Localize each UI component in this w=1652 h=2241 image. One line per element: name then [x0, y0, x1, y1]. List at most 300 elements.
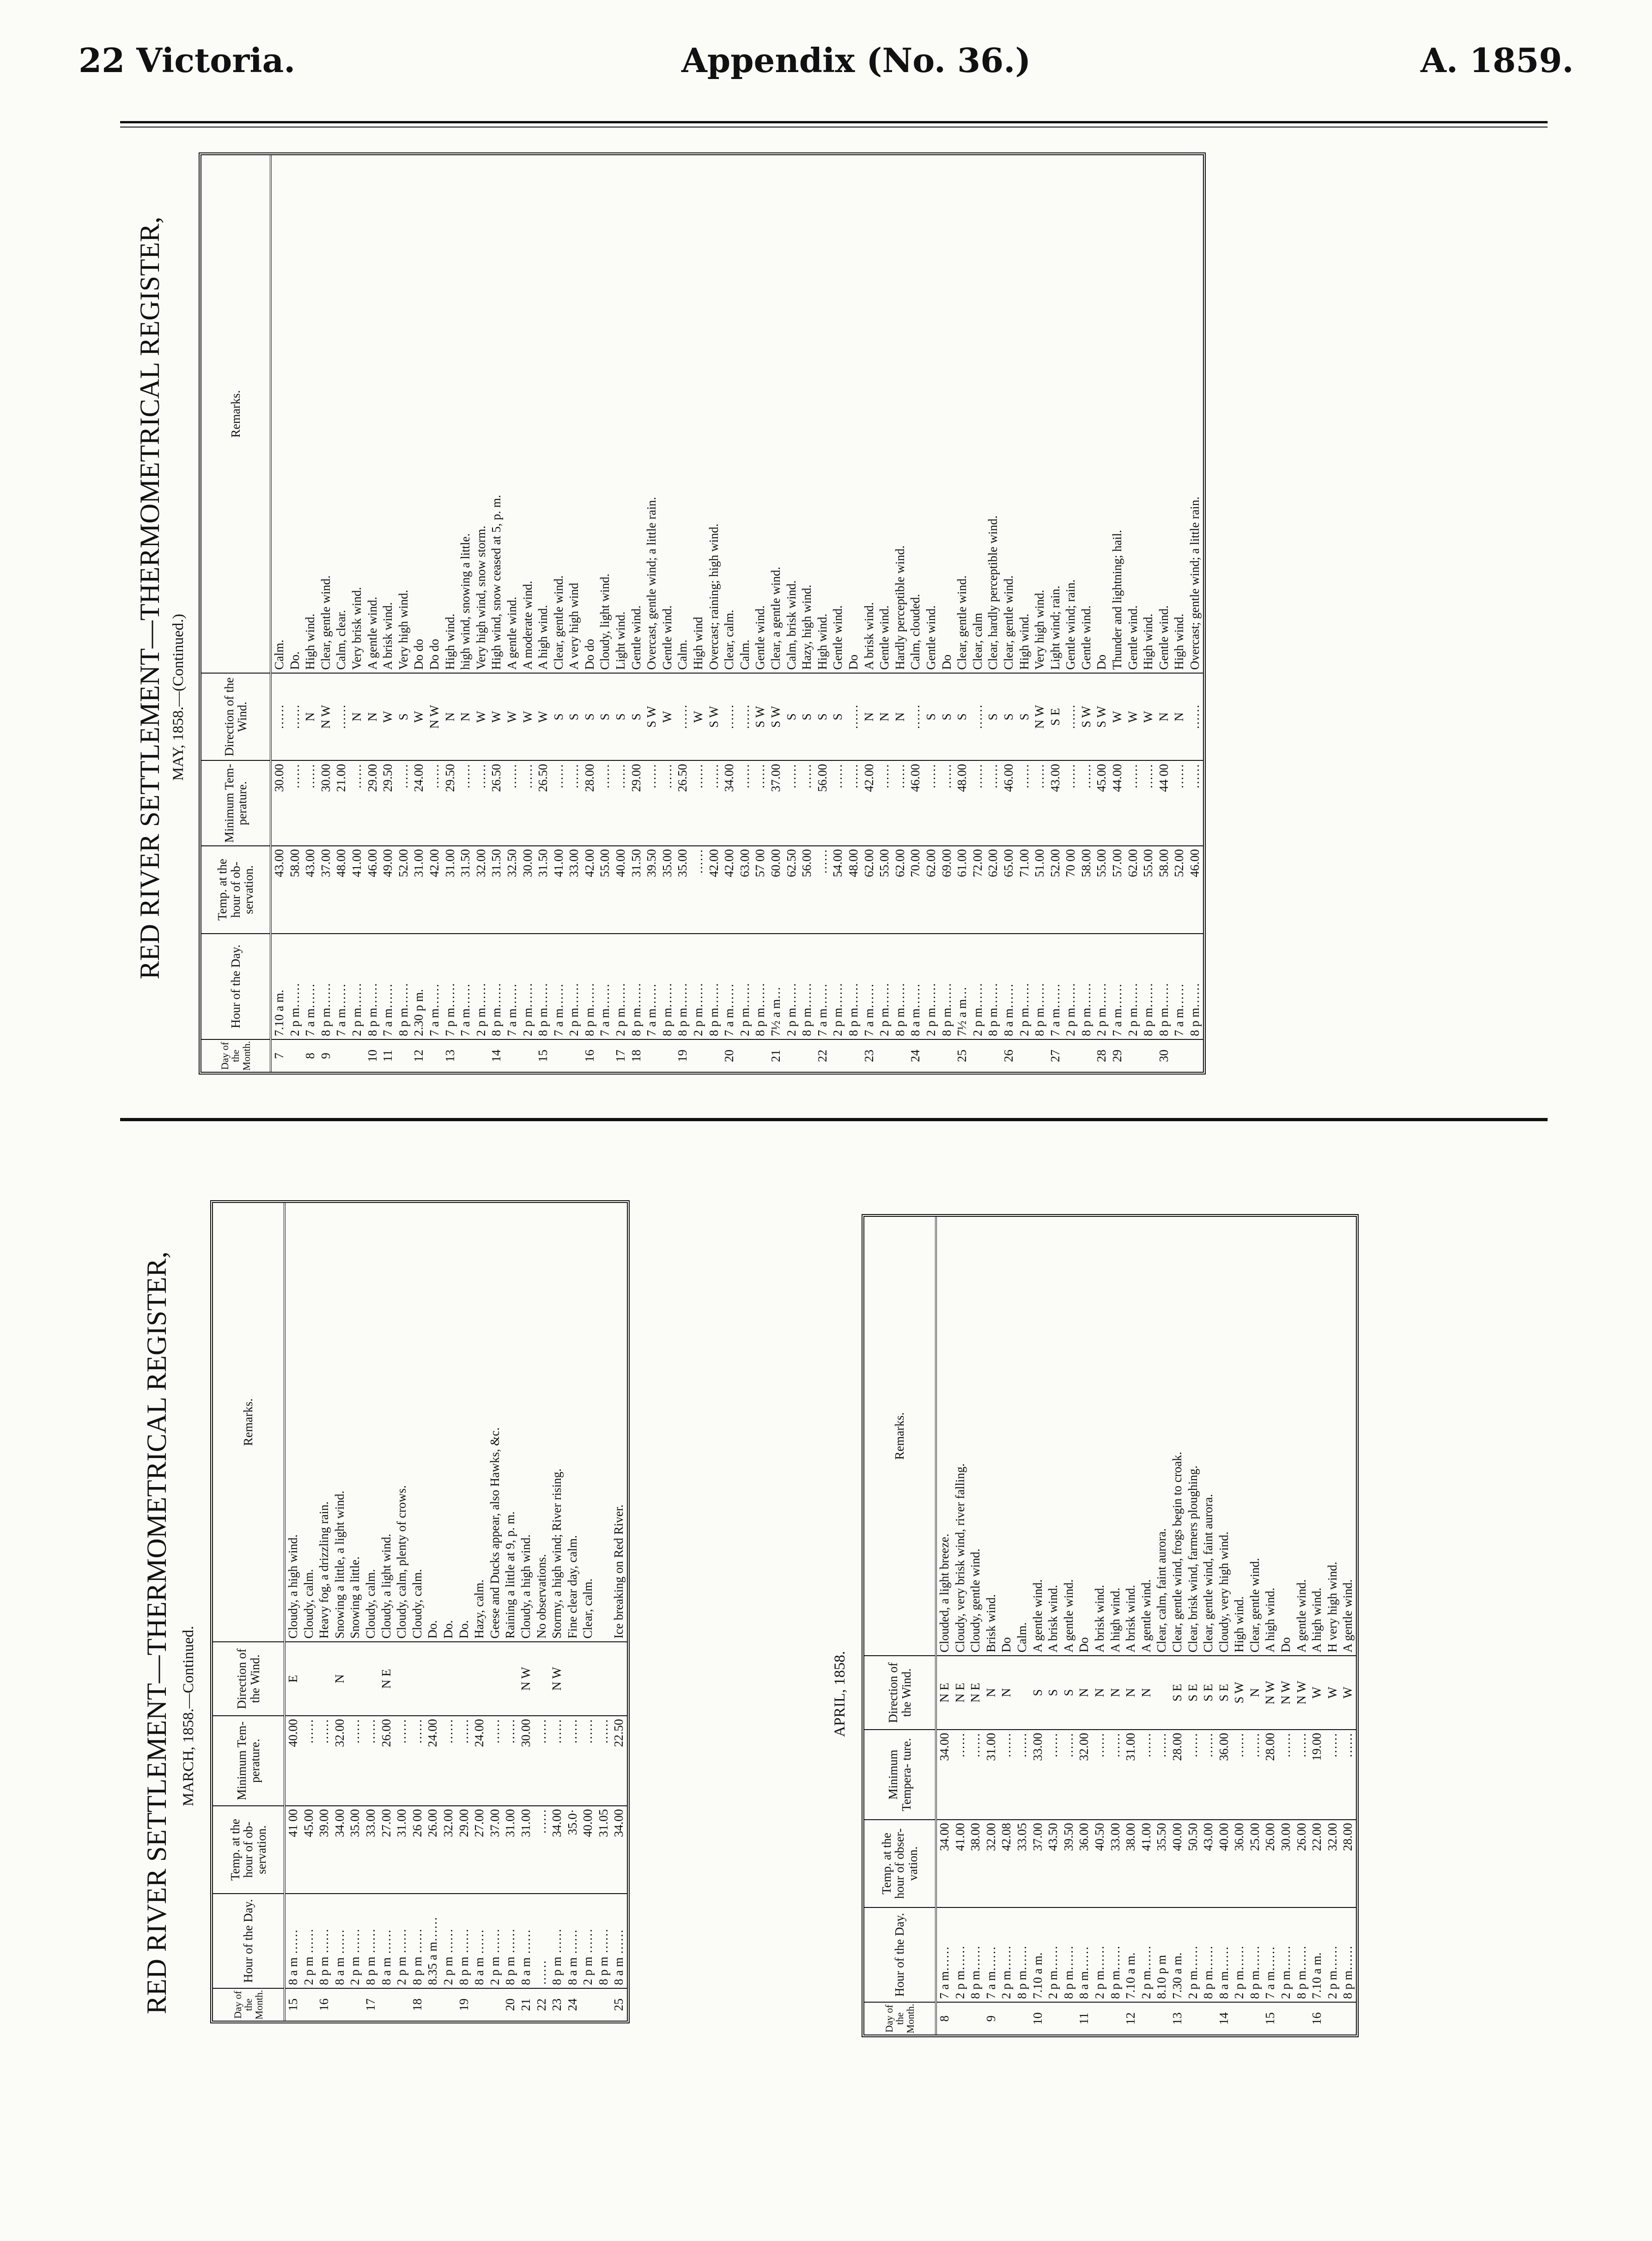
wind-direction-cell: W — [660, 673, 675, 761]
hour-cell: 2 p m…… — [613, 934, 629, 1039]
hour-cell: 2 p m…… — [970, 934, 986, 1039]
day-cell: 20 — [722, 1039, 737, 1072]
min-temp-cell: 44 00 — [1156, 760, 1172, 846]
temp-cell: 32.00 — [474, 846, 489, 934]
hour-cell: 8 p m…… — [629, 934, 644, 1039]
min-temp-cell: …… — [458, 760, 474, 846]
hour-cell: 8 a m …… — [518, 1894, 534, 1988]
remarks-cell: Gentle wind. — [1079, 605, 1093, 670]
day-cell: 18 — [629, 1039, 644, 1072]
remarks-cell: High wind. — [303, 613, 317, 670]
remarks-cell: Brisk wind. — [984, 1594, 998, 1652]
day-cell: 21 — [768, 1039, 784, 1072]
table-row — [1232, 1217, 1247, 2035]
temp-cell: 55.00 — [597, 846, 613, 934]
table-row — [830, 155, 846, 1072]
wind-direction-cell — [441, 1642, 456, 1716]
min-temp-cell: 32.00 — [332, 1716, 348, 1806]
wind-direction-cell: N — [1123, 1656, 1139, 1730]
wind-direction-cell: N W — [1263, 1656, 1278, 1730]
remarks-cell: Very high wind, snow storm. — [474, 525, 488, 670]
min-temp-cell: …… — [939, 760, 955, 846]
temp-cell: 26.00 — [1294, 1820, 1310, 1907]
min-temp-cell: 24.00 — [425, 1716, 441, 1806]
remarks-cell: Clear, calm. — [722, 609, 736, 670]
hour-cell: 8 a m …… — [285, 1894, 301, 1988]
remarks-cell: A gentle wind. — [1341, 1579, 1355, 1652]
table-row — [379, 1203, 395, 2021]
remarks-cell: Do. — [287, 651, 302, 670]
day-cell: 15 — [1263, 2002, 1278, 2035]
min-temp-cell: …… — [1325, 1730, 1341, 1820]
temp-cell: 35.00 — [347, 1806, 363, 1894]
table-row — [877, 155, 893, 1072]
wind-direction-cell: S — [551, 673, 567, 761]
temp-cell: 55.00 — [877, 846, 893, 934]
min-temp-cell: …… — [1294, 1730, 1310, 1820]
day-cell: 25 — [611, 1988, 627, 2021]
remarks-cell — [596, 1203, 612, 1642]
min-temp-cell: …… — [1017, 760, 1032, 846]
wind-direction-cell: N — [1092, 1656, 1108, 1730]
temp-cell: 62.00 — [1125, 846, 1141, 934]
temp-cell: 62.50 — [784, 846, 800, 934]
remarks-cell: Cloudy, calm, plenty of crows. — [395, 1485, 409, 1639]
hour-cell: 8 p m…… — [1108, 1907, 1124, 2002]
table-row — [456, 1203, 472, 2021]
table-row — [1110, 155, 1125, 1072]
temp-cell: 32.00 — [441, 1806, 456, 1894]
temp-cell: 38.00 — [1123, 1820, 1139, 1907]
hour-cell: 2 p m…… — [1185, 1907, 1201, 2002]
min-temp-cell: …… — [580, 1716, 596, 1806]
hour-cell: 8 p m…… — [939, 934, 955, 1039]
day-cell — [830, 1039, 846, 1072]
march-table — [210, 1200, 630, 2023]
remarks-cell: A brisk wind. — [1124, 1585, 1138, 1652]
remarks-cell: Cloudy, very brisk wind, river falling. — [953, 1463, 967, 1652]
min-temp-cell: …… — [753, 760, 768, 846]
day-cell: 23 — [549, 1988, 565, 2021]
table-row — [301, 1203, 317, 2021]
min-temp-cell: …… — [1139, 1730, 1154, 1820]
table-row — [443, 155, 458, 1072]
hour-cell: 2 p m…… — [1325, 1907, 1341, 2002]
remarks-cell: A gentle wind. — [1294, 1579, 1308, 1652]
day-cell — [1014, 2002, 1030, 2035]
col-temp: Temp. at the hour of obser- vation. — [864, 1820, 936, 1907]
table-row — [287, 155, 303, 1072]
wind-direction-cell: N W — [318, 673, 334, 761]
table-row — [1141, 155, 1156, 1072]
temp-cell: 35.50 — [1154, 1820, 1170, 1907]
wind-direction-cell: S — [784, 673, 800, 761]
temp-cell: 32.00 — [984, 1820, 999, 1907]
temp-cell: 48.00 — [846, 846, 862, 934]
temp-cell: …… — [691, 846, 706, 934]
min-temp-cell: …… — [427, 760, 443, 846]
min-temp-cell: …… — [1247, 1730, 1263, 1820]
table-row — [411, 155, 427, 1072]
min-temp-cell: 26.50 — [535, 760, 551, 846]
min-temp-cell: 29.00 — [365, 760, 381, 846]
day-cell — [893, 1039, 908, 1072]
hour-cell: 8.35 a m…… — [425, 1894, 441, 1988]
remarks-cell: Hazy, calm. — [472, 1579, 486, 1639]
temp-cell: 33.00 — [363, 1806, 379, 1894]
temp-cell: 31.00 — [443, 846, 458, 934]
remarks-cell: High wind, snow ceased at 5, p. m. — [489, 495, 504, 670]
remarks-cell: Light wind; rain. — [1048, 585, 1062, 670]
day-cell — [1185, 2002, 1201, 2035]
wind-direction-cell: N E — [936, 1656, 953, 1730]
day-cell — [1079, 1039, 1094, 1072]
temp-cell: 31.00 — [411, 846, 427, 934]
temp-cell: 56.00 — [799, 846, 815, 934]
day-cell: 19 — [456, 1988, 472, 2021]
table-row — [503, 1203, 518, 2021]
day-cell — [472, 1988, 487, 2021]
temp-cell: 39.00 — [316, 1806, 332, 1894]
temp-cell: 65.00 — [1001, 846, 1017, 934]
hour-cell: 8 a m…… — [1076, 1907, 1092, 2002]
min-temp-cell: …… — [441, 1716, 456, 1806]
wind-direction-cell — [565, 1642, 581, 1716]
wind-direction-cell: N W — [1278, 1656, 1294, 1730]
remarks-cell: Gentle wind; rain. — [1063, 579, 1078, 670]
remarks-cell: Do — [1077, 1637, 1091, 1652]
min-temp-cell: …… — [799, 760, 815, 846]
table-row — [644, 155, 660, 1072]
day-cell — [551, 1039, 567, 1072]
hour-cell: 7 a m…… — [427, 934, 443, 1039]
remarks-cell: Cloudy, calm. — [301, 1569, 316, 1639]
day-cell — [597, 1039, 613, 1072]
hour-cell: 7.10 a m. — [271, 934, 287, 1039]
wind-direction-cell: N — [349, 673, 365, 761]
min-temp-cell: 31.00 — [1123, 1730, 1139, 1820]
min-temp-cell: …… — [349, 760, 365, 846]
remarks-cell: Do do — [412, 639, 426, 670]
remarks-cell: High wind. — [815, 613, 829, 670]
march-subtitle: MARCH, 1858.—Continued. — [180, 1626, 197, 1806]
min-temp-cell: …… — [396, 760, 412, 846]
min-temp-cell: …… — [846, 760, 862, 846]
col-day: Day of the Month. — [864, 2002, 936, 2035]
hour-cell: 7 a m…… — [458, 934, 474, 1039]
day-cell — [737, 1039, 753, 1072]
wind-direction-cell: …… — [970, 673, 986, 761]
section-divider — [120, 1118, 1548, 1121]
temp-cell: 31.00 — [394, 1806, 410, 1894]
min-temp-cell: 32.00 — [1076, 1730, 1092, 1820]
temp-cell: 48.00 — [334, 846, 349, 934]
remarks-cell: Clouded, a light breeze. — [937, 1533, 951, 1652]
hour-cell: 2 p m…… — [1125, 934, 1141, 1039]
hour-cell: 8 p m …… — [503, 1894, 518, 1988]
temp-cell: 69.00 — [939, 846, 955, 934]
remarks-cell: Gentle wind. — [1125, 605, 1140, 670]
hour-cell: 8 p m…… — [1079, 934, 1094, 1039]
table-row — [753, 155, 768, 1072]
day-cell: 25 — [954, 1039, 970, 1072]
temp-cell: 58.00 — [287, 846, 303, 934]
col-remarks: Remarks. — [201, 155, 271, 673]
hour-cell: 8 p m …… — [596, 1894, 612, 1988]
temp-cell: 40.00 — [613, 846, 629, 934]
wind-direction-cell: S E — [1216, 1656, 1232, 1730]
wind-direction-cell: N — [1247, 1656, 1263, 1730]
remarks-cell: A high wind. — [1108, 1587, 1122, 1652]
wind-direction-cell: N — [458, 673, 474, 761]
may-table — [199, 152, 1206, 1075]
day-cell — [1172, 1039, 1187, 1072]
hour-cell: 7 a m…… — [551, 934, 567, 1039]
hour-cell: 8 a m …… — [611, 1894, 627, 1988]
remarks-cell: Light wind. — [613, 611, 628, 670]
table-row — [862, 155, 877, 1072]
day-cell — [1141, 1039, 1156, 1072]
wind-direction-cell: N E — [953, 1656, 968, 1730]
hour-cell: 8 p m …… — [410, 1894, 425, 1988]
day-cell — [1201, 2002, 1216, 2035]
hour-cell: 7 p m…… — [443, 934, 458, 1039]
wind-direction-cell: N W — [1294, 1656, 1310, 1730]
march-title: RED RIVER SETTLEMENT—THERMOMETRICAL REGISTER, — [141, 1251, 172, 2014]
min-temp-cell: …… — [691, 760, 706, 846]
day-cell: 27 — [1048, 1039, 1063, 1072]
table-row — [799, 155, 815, 1072]
remarks-cell: A brisk wind. — [381, 602, 395, 670]
remarks-cell: Do — [999, 1637, 1014, 1652]
remarks-cell: Gentle wind. — [753, 605, 767, 670]
wind-direction-cell: N W — [1032, 673, 1048, 761]
min-temp-cell: …… — [520, 760, 536, 846]
remarks-cell: Calm. — [675, 639, 690, 670]
table-row — [611, 1203, 627, 2021]
hour-cell: 8 a m…… — [908, 934, 923, 1039]
min-temp-cell: …… — [923, 760, 939, 846]
table-row — [768, 155, 784, 1072]
table-row — [1125, 155, 1141, 1072]
temp-cell: 62.00 — [893, 846, 908, 934]
hour-cell: 2 p m …… — [347, 1894, 363, 1988]
remarks-cell: Clear, gentle wind. — [551, 575, 565, 670]
min-temp-cell: 28.00 — [1170, 1730, 1185, 1820]
min-temp-cell: …… — [394, 1716, 410, 1806]
min-temp-cell: …… — [970, 760, 986, 846]
temp-cell: 39.50 — [1061, 1820, 1077, 1907]
table-row — [551, 155, 567, 1072]
table-row — [549, 1203, 565, 2021]
min-temp-cell: …… — [1032, 760, 1048, 846]
wind-direction-cell — [503, 1642, 518, 1716]
col-temp: Temp. at the hour of ob- servation. — [201, 846, 271, 934]
april-subtitle: APRIL, 1858. — [832, 1651, 848, 1737]
remarks-cell: Thunder and lightning; hail. — [1110, 529, 1124, 670]
min-temp-cell: 29.00 — [629, 760, 644, 846]
table-row — [1094, 155, 1110, 1072]
day-cell: 21 — [518, 1988, 534, 2021]
remarks-cell: A high wind. — [1263, 1587, 1277, 1652]
hour-cell: 2 p m…… — [953, 1907, 968, 2002]
min-temp-cell: …… — [534, 1716, 550, 1806]
col-dir: Direction of the Wind. — [201, 673, 271, 761]
temp-cell: 46.00 — [1187, 846, 1203, 934]
table-row — [1154, 1217, 1170, 2035]
temp-cell: 37.00 — [318, 846, 334, 934]
wind-direction-cell: N — [862, 673, 877, 761]
remarks-cell: Clear, gentle wind. — [1247, 1558, 1262, 1652]
hour-cell: 2 p m…… — [1092, 1907, 1108, 2002]
min-temp-cell: …… — [830, 760, 846, 846]
min-temp-cell: …… — [474, 760, 489, 846]
min-temp-cell: 31.00 — [984, 1730, 999, 1820]
wind-direction-cell — [410, 1642, 425, 1716]
table-row — [316, 1203, 332, 2021]
table-row — [1294, 1217, 1310, 2035]
hour-cell: 2 p m…… — [1139, 1907, 1154, 2002]
header-rule-thin — [120, 127, 1548, 128]
table-row — [629, 155, 644, 1072]
table-row — [1063, 155, 1079, 1072]
wind-direction-cell: W — [1340, 1656, 1356, 1730]
temp-cell: 57.00 — [1110, 846, 1125, 934]
remarks-cell: high wind, snowing a little. — [458, 533, 473, 670]
day-cell — [1061, 2002, 1077, 2035]
day-cell — [520, 1039, 536, 1072]
temp-cell: 25.00 — [1247, 1820, 1263, 1907]
remarks-cell: Geese and Ducks appear, also Hawks, &c. — [487, 1427, 502, 1639]
remarks-cell: Hazy, high wind. — [800, 584, 814, 670]
hour-cell: 8 p m…… — [1247, 1907, 1263, 2002]
day-cell: 28 — [1094, 1039, 1110, 1072]
col-hour: Hour of the Day. — [864, 1907, 936, 2002]
min-temp-cell: …… — [549, 1716, 565, 1806]
day-cell: 22 — [815, 1039, 831, 1072]
wind-direction-cell: N — [443, 673, 458, 761]
day-cell: 10 — [1030, 2002, 1046, 2035]
wind-direction-cell — [347, 1642, 363, 1716]
day-cell: 30 — [1156, 1039, 1172, 1072]
hour-cell: 2 p m…… — [1017, 934, 1032, 1039]
wind-direction-cell: S W — [1232, 1656, 1247, 1730]
hour-cell: 2 p m…… — [784, 934, 800, 1039]
remarks-cell: Calm, clouded. — [908, 594, 923, 670]
temp-cell: 42.00 — [722, 846, 737, 934]
remarks-cell: Cloudy, gentle wind. — [968, 1549, 983, 1652]
temp-cell: 62.00 — [862, 846, 877, 934]
wind-direction-cell: S — [629, 673, 644, 761]
day-cell — [953, 2002, 968, 2035]
day-cell — [923, 1039, 939, 1072]
day-cell: 13 — [1170, 2002, 1185, 2035]
hour-cell: 8 p m…… — [1340, 1907, 1356, 2002]
min-temp-cell: …… — [456, 1716, 472, 1806]
wind-direction-cell — [611, 1642, 627, 1716]
wind-direction-cell: S W — [706, 673, 722, 761]
table-row — [271, 155, 287, 1072]
col-temp: Temp. at the hour of ob- servation. — [213, 1806, 285, 1894]
min-temp-cell: …… — [565, 1716, 581, 1806]
table-row — [1325, 1217, 1341, 2035]
col-dir: Direction of the Wind. — [864, 1656, 936, 1730]
min-temp-cell: …… — [504, 760, 520, 846]
remarks-cell: High wind. — [1232, 1596, 1246, 1652]
min-temp-cell: …… — [985, 760, 1001, 846]
col-hour: Hour of the Day. — [201, 934, 271, 1039]
table-row — [722, 155, 737, 1072]
wind-direction-cell: N — [332, 1642, 348, 1716]
day-cell — [332, 1988, 348, 2021]
day-cell — [379, 1988, 395, 2021]
remarks-cell: Fine clear day, calm. — [565, 1535, 579, 1639]
wind-direction-cell: N E — [379, 1642, 395, 1716]
hour-cell: 2 p m …… — [487, 1894, 503, 1988]
remarks-cell: Gentle wind. — [629, 605, 643, 670]
col-dir: Direction of the Wind. — [213, 1642, 285, 1716]
hour-cell: 8 p m…… — [1032, 934, 1048, 1039]
min-temp-cell: 19.00 — [1309, 1730, 1325, 1820]
wind-direction-cell: S — [566, 673, 582, 761]
min-temp-cell: …… — [1063, 760, 1079, 846]
wind-direction-cell: S — [396, 673, 412, 761]
table-row — [303, 155, 318, 1072]
min-temp-cell: 48.00 — [954, 760, 970, 846]
wind-direction-cell — [580, 1642, 596, 1716]
wind-direction-cell: S — [613, 673, 629, 761]
hour-cell: 2 p m…… — [1278, 1907, 1294, 2002]
table-row — [427, 155, 443, 1072]
temp-cell: 52.00 — [1048, 846, 1063, 934]
remarks-cell: Cloudy, calm. — [363, 1569, 377, 1639]
table-row — [1048, 155, 1063, 1072]
hour-cell: 8 p m…… — [365, 934, 381, 1039]
temp-cell: 50.50 — [1185, 1820, 1201, 1907]
remarks-cell: Clear, gentle wind. — [955, 575, 969, 670]
table-row — [334, 155, 349, 1072]
remarks-cell: No observations. — [534, 1554, 548, 1639]
wind-direction-cell: …… — [287, 673, 303, 761]
temp-cell: 71.00 — [1017, 846, 1032, 934]
day-cell: 15 — [285, 1988, 301, 2021]
table-row — [380, 155, 396, 1072]
day-cell: 17 — [363, 1988, 379, 2021]
wind-direction-cell: W — [489, 673, 504, 761]
remarks-cell: Clear, brisk wind, farmers ploughing. — [1185, 1465, 1200, 1652]
hour-cell: 2 p m…… — [1232, 1907, 1247, 2002]
table-row — [893, 155, 908, 1072]
table-row — [1263, 1217, 1278, 2035]
remarks-cell: Overcast, gentle wind; a little rain. — [644, 497, 659, 670]
remarks-cell: Clear, gentle wind, frogs begin to croak. — [1170, 1451, 1184, 1652]
remarks-cell: Clear, gentle wind. — [318, 575, 333, 670]
wind-direction-cell: S — [1030, 1656, 1046, 1730]
wind-direction-cell: …… — [737, 673, 753, 761]
temp-cell: 42.00 — [706, 846, 722, 934]
min-temp-cell: …… — [706, 760, 722, 846]
min-temp-cell: …… — [1108, 1730, 1124, 1820]
day-cell — [1325, 2002, 1341, 2035]
wind-direction-cell: …… — [1063, 673, 1079, 761]
day-cell — [1032, 1039, 1048, 1072]
wind-direction-cell: S — [954, 673, 970, 761]
temp-cell: 35.00 — [675, 846, 691, 934]
table-row — [660, 155, 675, 1072]
wind-direction-cell: W — [520, 673, 536, 761]
temp-cell: 52.00 — [1172, 846, 1187, 934]
temp-cell: 34.00 — [549, 1806, 565, 1894]
